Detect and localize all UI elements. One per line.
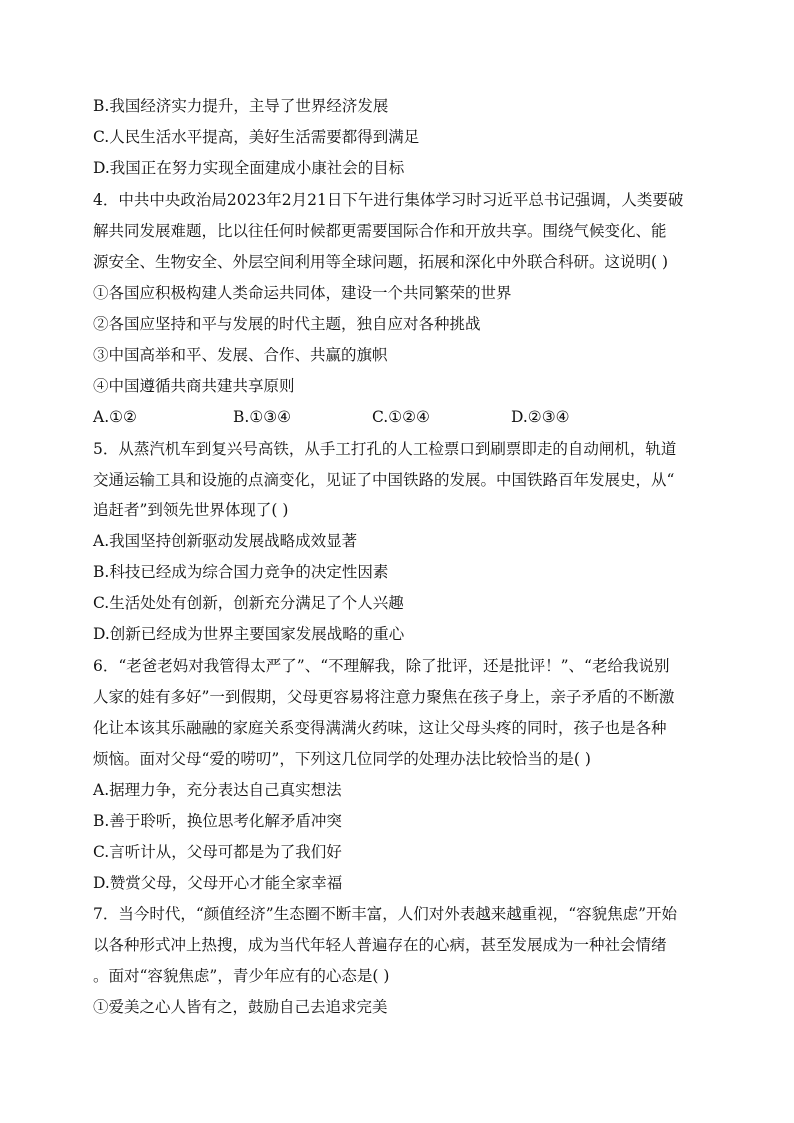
q7-stem-line-2: 以各种形式冲上热搜，成为当代年轻人普遍存在的心病，甚至发展成为一种社会情绪 — [93, 936, 667, 954]
q5-option-a: A.我国坚持创新驱动发展战略成效显著 — [93, 532, 358, 550]
q5-stem-line-2: 交通运输工具和设施的点滴变化，见证了中国铁路的发展。中国铁路百年发展史，从“ — [93, 471, 675, 489]
q4-statement-1: ①各国应积极构建人类命运共同体，建设一个共同繁荣的世界 — [93, 284, 512, 302]
q4-statement-4: ④中国遵循共商共建共享原则 — [93, 377, 295, 395]
q7-stem-line-1: 7．当今时代，“颜值经济”生态圈不断丰富，人们对外表越来越重视，“容貌焦虑”开始 — [93, 905, 678, 923]
q4-choice-c: C.①②④ — [372, 408, 430, 426]
q7-statement-1: ①爱美之心人皆有之，鼓励自己去追求完美 — [93, 998, 388, 1016]
q4-choice-b: B.①③④ — [233, 408, 292, 426]
q5-option-d: D.创新已经成为世界主要国家发展战略的重心 — [93, 625, 405, 643]
q6-stem-line-4: 烦恼。面对父母“爱的唠叨”，下列这几位同学的处理办法比较恰当的是( ) — [93, 750, 591, 768]
q4-stem-line-3: 源安全、生物安全、外层空间利用等全球问题，拓展和深化中外联合科研。这说明( ) — [93, 253, 669, 271]
q3-option-c: C.人民生活水平提高，美好生活需要都得到满足 — [93, 128, 420, 146]
q5-option-c: C.生活处处有创新，创新充分满足了个人兴趣 — [93, 594, 404, 612]
q6-stem-line-3: 化让本该其乐融融的家庭关系变得满满火药味，这让父母头疼的同时，孩子也是各种 — [93, 719, 667, 737]
q4-choice-a: A.①② — [93, 408, 137, 426]
q4-statement-3: ③中国高举和平、发展、合作、共赢的旗帜 — [93, 346, 388, 364]
q6-option-a: A.据理力争，充分表达自己真实想法 — [93, 781, 342, 799]
q4-choice-d: D.②③④ — [511, 408, 570, 426]
q5-stem-line-1: 5．从蒸汽机车到复兴号高铁，从手工打孔的人工检票口到刷票即走的自动闸机，轨道 — [93, 440, 677, 458]
q4-statement-2: ②各国应坚持和平与发展的时代主题，独自应对各种挑战 — [93, 315, 481, 333]
q7-stem-line-3: 。面对“容貌焦虑”，青少年应有的心态是( ) — [93, 967, 390, 985]
q5-stem-line-3: 追赶者”到领先世界体现了( ) — [93, 501, 289, 519]
q3-option-d: D.我国正在努力实现全面建成小康社会的目标 — [93, 159, 405, 177]
q5-option-b: B.科技已经成为综合国力竞争的决定性因素 — [93, 563, 389, 581]
q6-stem-line-1: 6．“老爸老妈对我管得太严了”、“不理解我，除了批评，还是批评！”、“老给我说别 — [93, 657, 670, 675]
q6-option-d: D.赞赏父母，父母开心才能全家幸福 — [93, 874, 343, 892]
q6-option-b: B.善于聆听，换位思考化解矛盾冲突 — [93, 812, 342, 830]
q6-option-c: C.言听计从，父母可都是为了我们好 — [93, 843, 342, 861]
q4-choices — [93, 407, 704, 427]
q3-option-b: B.我国经济实力提升，主导了世界经济发展 — [93, 97, 389, 115]
q4-stem-line-2: 解共同发展难题，比以往任何时候都更需要国际合作和开放共享。围绕气候变化、能 — [93, 222, 667, 240]
q4-stem-line-1: 4．中共中央政治局2023年2月21日下午进行集体学习时习近平总书记强调，人类要破 — [93, 191, 684, 209]
q6-stem-line-2: 人家的娃有多好”一到假期，父母更容易将注意力聚焦在孩子身上，亲子矛盾的不断激 — [93, 688, 675, 706]
